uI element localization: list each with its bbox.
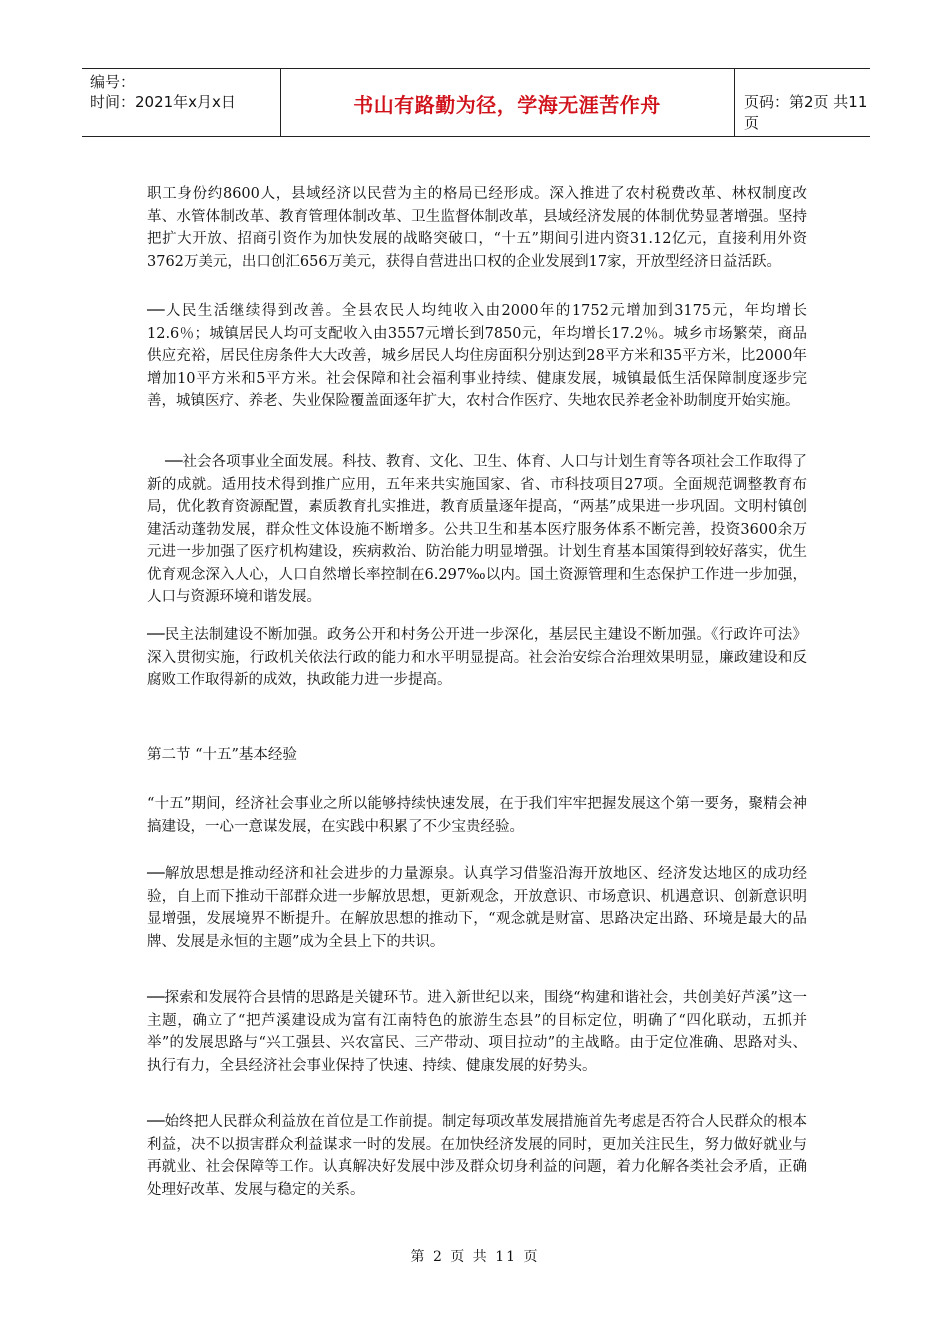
paragraph: 职工身份约8600人，县域经济以民营为主的格局已经形成。深入推进了农村税费改革、林权制度改革、水管体制改革、教育管理体制改革、卫生监督体制改革，县域经济发展的体制优势显著增强。坚持把扩大开放、招商引资作为加快发展的战略突破口，“十五”期间引进内资31.12亿元，直接利用外资3762万美元，出口创汇656万美元，获得自营进出口权的企业发展到17家，开放型经济日益活跃。	[147, 186, 807, 270]
header-left-cell	[82, 69, 281, 136]
number-label: 编号：	[90, 73, 136, 91]
paragraph: ──人民生活继续得到改善。全县农民人均纯收入由2000年的1752元增加到3175元，年均增长12.6％；城镇居民人均可支配收入由3557元增长到7850元，年均增长17.2％。城乡市场繁荣，商品供应充裕，居民住房条件大大改善，城乡居民人均住房面积分别达到28平方米和35平方米，比2000年增加10平方米和5平方米。社会保障和社会福利事业持续、健康发展，城镇最低生活保障制度逐步完善，城镇医疗、养老、失业保险覆盖面逐年扩大，农村合作医疗、失地农民养老金补助制度开始实施。	[147, 303, 807, 409]
time-label: 时间：2021年x月x日	[90, 93, 236, 111]
header-table	[82, 68, 870, 137]
section-title: 第二节 “十五”基本经验	[147, 747, 297, 763]
page-info: 页码：第2页 共11页	[744, 93, 868, 132]
header-middle-cell	[280, 69, 735, 136]
paragraph: “十五”期间，经济社会事业之所以能够持续快速发展，在于我们牢牢把握发展这个第一要务，聚精会神搞建设，一心一意谋发展，在实践中积累了不少宝贵经验。	[147, 796, 807, 835]
paragraph: ──社会各项事业全面发展。科技、教育、文化、卫生、体育、人口与计划生育等各项社会工作取得了新的成就。适用技术得到推广应用，五年来共实施国家、省、市科技项目27项。全面规范调整教育布局，优化教育资源配置，素质教育扎实推进，教育质量逐年提高，“两基”成果进一步巩固。文明村镇创建活动蓬勃发展，群众性文体设施不断增多。公共卫生和基本医疗服务体系不断完善，投资3600余万元进一步加强了医疗机构建设，疾病救治、防治能力明显增强。计划生育基本国策得到较好落实，优生优育观念深入人心，人口自然增长率控制在6.297‰以内。国土资源管理和生态保护工作进一步加强，人口与资源环境和谐发展。	[147, 454, 807, 605]
paragraph: ──探索和发展符合县情的思路是关键环节。进入新世纪以来，围绕“构建和谐社会，共创美好芦溪”这一主题，确立了“把芦溪建设成为富有江南特色的旅游生态县”的目标定位，明确了“四化联动，五抓并举”的发展思路与“兴工强县、兴农富民、三产带动、项目拉动”的主战略。由于定位准确、思路对头、执行有力，全县经济社会事业保持了快速、持续、健康发展的好势头。	[147, 990, 807, 1074]
motto: 书山有路勤为径，学海无涯苦作舟	[353, 93, 661, 117]
header-right-cell	[734, 69, 870, 136]
paragraph: ──始终把人民群众利益放在首位是工作前提。制定每项改革发展措施首先考虑是否符合人民群众的根本利益，决不以损害群众利益谋求一时的发展。在加快经济发展的同时，更加关注民生，努力做好就业与再就业、社会保障等工作。认真解决好发展中涉及群众切身利益的问题，着力化解各类社会矛盾，正确处理好改革、发展与稳定的关系。	[147, 1114, 807, 1198]
paragraph: ──民主法制建设不断加强。政务公开和村务公开进一步深化，基层民主建设不断加强。《行政许可法》深入贯彻实施，行政机关依法行政的能力和水平明显提高。社会治安综合治理效果明显，廉政建设和反腐败工作取得新的成效，执政能力进一步提高。	[147, 627, 807, 688]
paragraph: ──解放思想是推动经济和社会进步的力量源泉。认真学习借鉴沿海开放地区、经济发达地区的成功经验，自上而下推动干部群众进一步解放思想，更新观念，开放意识、市场意识、机遇意识、创新意识明显增强，发展境界不断提升。在解放思想的推动下，“观念就是财富、思路决定出路、环境是最大的品牌、发展是永恒的主题”成为全县上下的共识。	[147, 866, 807, 950]
page-footer: 第 2 页 共 11 页	[410, 1249, 540, 1265]
